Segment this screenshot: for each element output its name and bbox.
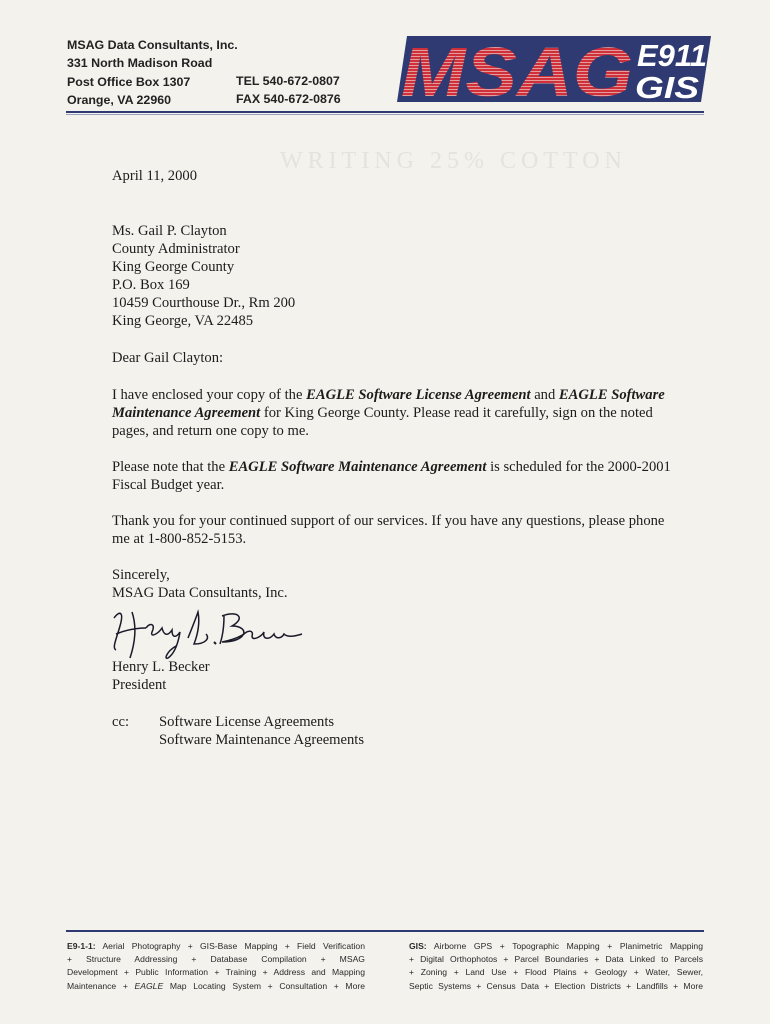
- signature-drawing: [106, 604, 306, 664]
- closing-company: MSAG Data Consultants, Inc.: [112, 585, 288, 601]
- company-tel: TEL 540-672-0807: [236, 74, 340, 88]
- paragraph-budget: Please note that the EAGLE Software Maintenance Agreement is scheduled for the 2000-2001 Fiscal Budget year.: [112, 459, 671, 493]
- closing-block: [112, 566, 672, 602]
- letterhead-rule: [66, 111, 704, 113]
- recipient-address: [112, 222, 672, 330]
- recipient-line: P.O. Box 169: [112, 277, 190, 293]
- recipient-line: Ms. Gail P. Clayton: [112, 223, 227, 239]
- company-street: 331 North Madison Road: [67, 56, 213, 71]
- agreement-title: EAGLE Software Maintenance Agreement: [228, 459, 487, 475]
- recipient-line: County Administrator: [112, 241, 240, 257]
- letterhead-rule-thin: [66, 114, 704, 115]
- company-city: Orange, VA 22960: [67, 92, 171, 107]
- cc-list: [159, 713, 364, 749]
- company-contact-block: [236, 72, 341, 109]
- recipient-line: 10459 Courthouse Dr., Rm 200: [112, 295, 296, 311]
- handwritten-signature: [112, 608, 672, 658]
- signer-title: President: [112, 677, 167, 693]
- cc-label: cc:: [112, 714, 130, 730]
- letter-date: April 11, 2000: [112, 168, 197, 184]
- company-name: MSAG Data Consultants, Inc.: [67, 38, 238, 52]
- letter-body: [112, 167, 672, 749]
- cc-block: [112, 713, 672, 749]
- footer-gis-label: GIS:: [409, 941, 427, 951]
- footer-e911-label: E9-1-1:: [67, 941, 96, 951]
- logo-msag-text: MSAG: [401, 36, 633, 102]
- paragraph-thanks: Thank you for your continued support of our services. If you have any questions, please phone me at 1-800-852-5153.: [112, 513, 665, 547]
- company-address-block: [67, 36, 238, 109]
- company-po-box: Post Office Box 1307: [67, 74, 191, 89]
- recipient-line: King George County: [112, 259, 235, 275]
- footer-gis-services: GIS: Airborne GPS + Topographic Mapping + Planimetric Mapping + Digital Orthophotos + Parcel Boundaries + Data Linked to Parcels + Zoning + Land Use + Flood Plains + Geology + Water, Sewer, Septic Systems + Census Data + Election Districts + Landfills + More: [409, 941, 703, 991]
- recipient-line: King George, VA 22485: [112, 313, 254, 329]
- signer-name: Henry L. Becker: [112, 659, 210, 675]
- closing-word: Sincerely,: [112, 567, 170, 583]
- cc-item: Software License Agreements: [159, 714, 335, 730]
- msag-logo: [397, 36, 711, 102]
- footer-rule: [66, 930, 704, 932]
- footer-e911-services: E9-1-1: Aerial Photography + GIS-Base Mapping + Field Verification + Structure Addressing + Database Compilation + MSAG Development + Public Information + Training + Address and Mapping Maintenance + EAGLE Map Locating System + Consultation + More: [67, 941, 365, 991]
- agreement-title: EAGLE Software License Agreement: [306, 387, 531, 403]
- cc-item: Software Maintenance Agreements: [159, 732, 365, 748]
- salutation: Dear Gail Clayton:: [112, 350, 224, 366]
- logo-gis-text: GIS: [635, 70, 700, 102]
- logo-e911-text: E911: [637, 38, 707, 73]
- paper-watermark: WRITING 25% COTTON: [280, 148, 627, 174]
- paragraph-enclosure: I have enclosed your copy of the EAGLE Software License Agreement and EAGLE Software Maintenance Agreement for King George County. Please read it carefully, sign on the noted pages, and return one copy to me.: [112, 387, 665, 439]
- company-fax: FAX 540-672-0876: [236, 92, 341, 107]
- agreement-title: EAGLE Software Maintenance Agreement: [112, 387, 665, 421]
